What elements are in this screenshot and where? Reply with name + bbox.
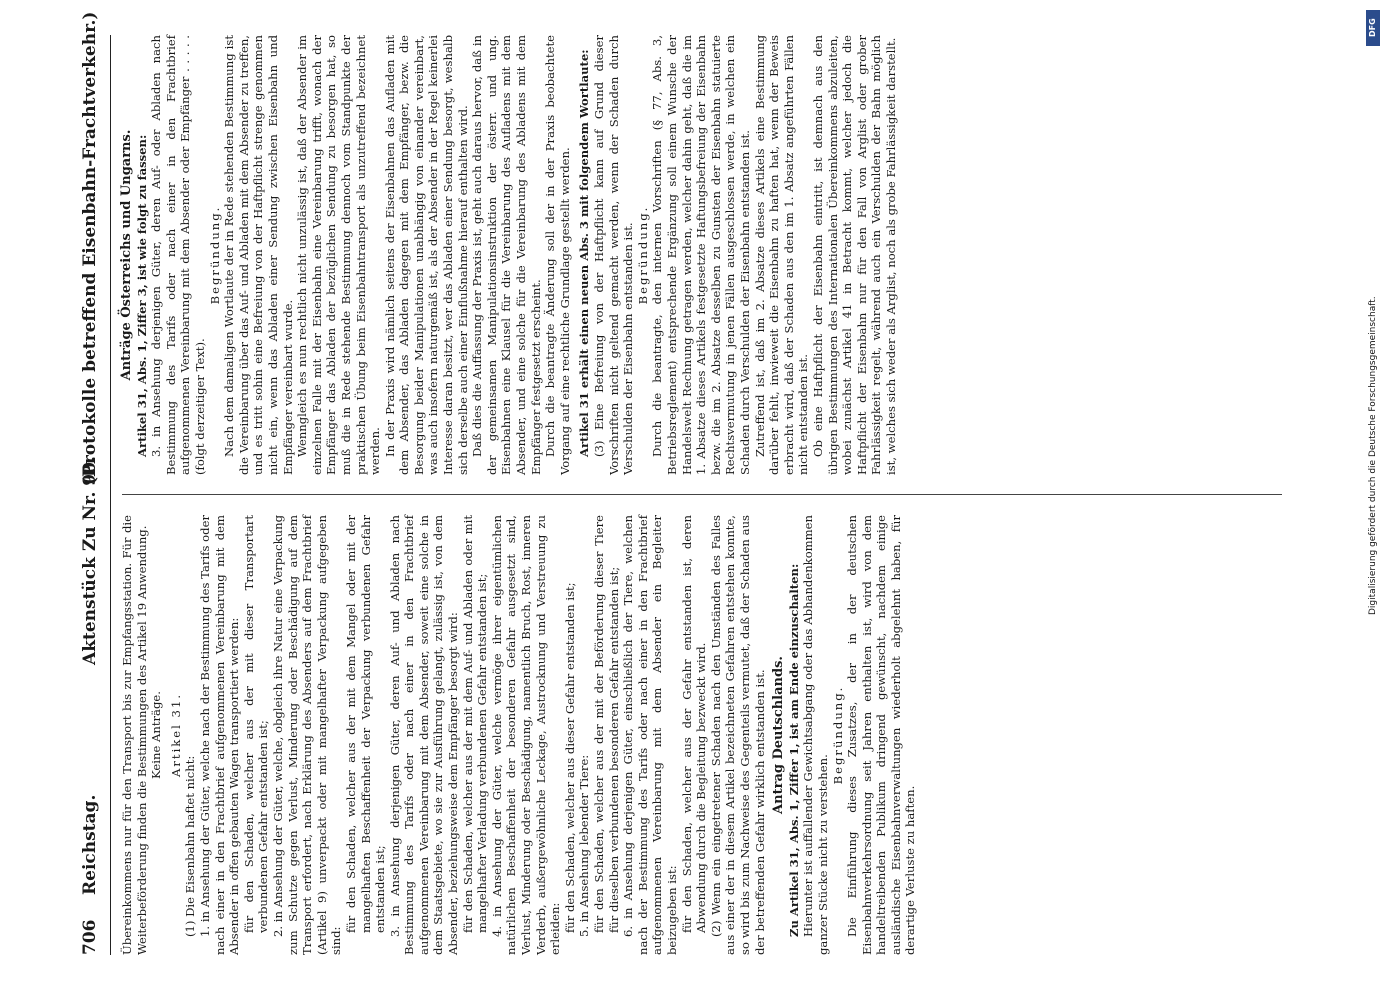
continuation-paragraph: Übereinkommens nur für den Transport bis zur Empfangsstation. Für die Weiterbeförderung finden die Bestimmungen des Artikel 19 Anwendung. (120, 515, 149, 955)
item-1: 1. in Ansehung der Güter, welche nach der Bestimmung des Tarifs oder nach einer in den Frachtbrief aufgenommenen Vereinbarung mit dem Absender in offen gebauten Wagen transportiert werden: (197, 515, 242, 955)
column-divider (122, 494, 1282, 495)
justification-heading-1: Begründung. (830, 685, 845, 785)
item-6: 6. in Ansehung derjenigen Güter, einschließlich der Tiere, welchen nach der Bestimmung des Tarifs oder nach einer in den Frachtbrief aufgenommenen Vereinbarung mit dem Absender ein Begleiter beizugeben ist: (621, 515, 679, 955)
justification-3-para-2: Zutreffend ist, daß im 2. Absatze dieses Artikels eine Bestimmung darüber fehlt, inwieweit die Eisenbahn zu haften hat, wenn der Beweis erbracht wird, daß der Schaden aus den im 1. Absatz angeführten Fällen nicht entstanden ist. (752, 35, 811, 475)
page-number: 706 (80, 919, 100, 955)
running-title: Reichstag. (80, 794, 100, 895)
item-1-consequence: für den Schaden, welcher aus der mit dieser Transportart verbundenen Gefahr entstanden ist; (241, 515, 271, 933)
paragraph-2: (2) Wenn ein eingetretener Schaden nach den Umständen des Falles aus einer der in diesem Artikel bezeichneten Gefahren entstehen konnte, so wird bis zum Nachweise des Gegenteils vermutet, daß der Schaden aus der betreffenden Gefahr wirklich entstanden ist. (708, 515, 767, 955)
item-2-consequence: für den Schaden, welcher aus der mit dem Mangel oder mit der mangelhaften Beschaffenheit der Verpackung verbundenen Gefahr entstanden ist; (343, 515, 388, 933)
document-subtitle: (Protokolle betreffend Eisenbahn-Frachtverkehr.) (80, 11, 100, 485)
justification-2-para-2: Wenngleich es nun rechtlich nicht unzulässig ist, daß der Absender im einzelnen Falle mit der Eisenbahn eine Vereinbarung trifft, wonach der Empfänger das Abladen der bezüglichen Sendung zu besorgen hat, so muß die in Rede stehende Bestimmung dennoch vom Standpunkte der praktischen Übung beim Eisenbahntransport als unzutreffend bezeichnet werden. (295, 35, 383, 475)
paragraph-1-intro: (1) Die Eisenbahn haftet nicht: (183, 755, 198, 937)
justification-2-para-4: Daß dies die Auffassung der Praxis ist, geht auch daraus hervor, daß in der gemeinsamen Manipulationsinstruktion der österr. und ung. Eisenbahnen eine Klausel für die Vereinbarung des Aufladens mit dem Absender, und eine solche für die Vereinbarung des Abladens mit dem Empfänger festgesetzt erscheint. (470, 35, 543, 475)
justification-2-para-1: Nach dem damaligen Wortlaute der in Rede stehenden Bestimmung ist die Vereinbarung über das Auf- und Abladen mit dem Absender zu treffen, und es tritt sohin eine Befreiung von der Haftpflicht strenge genommen nicht ein, wenn das Abladen einer Sendung zwischen Eisenbahn und Empfänger vereinbart wurde. (222, 35, 295, 475)
austria-hungary-lead: Artikel 31, Abs. 1, Ziffer 3, ist wie folgt zu fassen: (134, 134, 149, 457)
document-title: Aktenstück Zu Nr. 90. (80, 456, 100, 665)
right-column (120, 35, 898, 475)
germany-proposal-heading: Antrag Deutschlands. (771, 656, 787, 814)
left-column (120, 515, 918, 955)
article-31-new-paragraph-quote: (3) Eine Befreiung von der Haftpflicht kann auf Grund dieser Vorschriften nicht geltend gemacht werden, wenn der Schaden durch Verschulden der Eisenbahn entstanden ist. (592, 35, 636, 475)
item-2: 2. in Ansehung der Güter, welche, obgleich ihre Natur eine Verpackung zum Schutze gegen Verlust, Minderung oder Beschädigung auf dem Transport erfordert, nach Erklärung des Absenders auf dem Frachtbrief (Artikel 9) unverpackt oder mit mangelhafter Verpackung aufgegeben sind: (270, 515, 344, 955)
austria-hungary-proposal-heading: Anträge Österreichs und Ungarns. (119, 129, 134, 381)
item-5: 5. in Ansehung lebender Tiere: (577, 754, 592, 937)
justification-2-para-3: In der Praxis wird nämlich seitens der Eisenbahnen das Aufladen mit dem Absender, das Abladen dagegen mit dem Empfänger, bezw. die Besorgung beider Manipulationen unabhängig von einander vereinbart, was auch insofern naturgemäß ist, als der Absender in der Regel keinerlei Interesse daran besitzt, wer das Abladen einer Sendung besorgt, weshalb sich derselbe auch einer Einflußnahme hierauf enthalten wird. (382, 35, 470, 475)
justification-1-text: Die Einführung dieses Zusatzes, der in der deutschen Eisenbahnverkehrsordnung seit Jahren enthalten ist, wird von dem handeltreibenden Publikum dringend gewünscht, nachdem einige ausländische Eisenbahnverwaltungen wiederholt abgelehnt haben, für derartige Verluste zu haften. (845, 515, 918, 955)
germany-proposal-lead: Zu Artikel 31, Abs. 1, Ziffer 1, ist am Ende einzuschalten: (786, 563, 801, 937)
item-4: 4. in Ansehung der Güter, welche vermöge ihrer eigentümlichen natürlichen Beschaffenheit der besonderen Gefahr ausgesetzt sind, Verlust, Minderung oder Beschädigung, namentlich Bruch, Rost, inneren Verderb, außergewöhnliche Leckage, Austrocknung und Verstreuung zu erleiden: (489, 515, 563, 955)
justification-3-para-1: Durch die beantragte, den internen Vorschriften (§ 77, Abs. 3, Betriebsreglement) entsprechende Ergänzung soll einem Wunsche der Handelswelt Rechnung getragen werden, welcher dahin geht, daß die im 1. Absatze dieses Artikels festgesetzte Haftungsbefreiung der Eisenbahn bezw. die im 2. Absatze desselben zu Gunsten der Eisenbahn statuierte Rechtsvermutung in jenen Fällen ausgeschlossen werde, in welchen ein Schaden durch Verschulden der Eisenbahn entstanden ist. (650, 35, 752, 475)
article-31-new-paragraph-lead: Artikel 31 erhält einen neuen Abs. 3 mit folgendem Wortlaute: (577, 49, 592, 457)
justification-heading-3: Begründung. (635, 205, 650, 305)
digitization-credit: Digitalisierung gefördert durch die Deutsche Forschungsgemeinschaft. (1368, 296, 1378, 615)
item-6-consequence: für den Schaden, welcher aus der Gefahr entstanden ist, deren Abwendung durch die Begleitung bezweckt wird. (679, 515, 709, 933)
article-31-heading: Artikel 31. (168, 693, 183, 777)
justification-3-para-3: Ob eine Haftpflicht der Eisenbahn eintritt, ist demnach aus den übrigen Bestimmungen des Internationalen Übereinkommens abzuleiten, wobei zunächst Artikel 41 in Betracht kommt, welcher jedoch die Haftpflicht der Eisenbahn nur für den Fall von Arglist oder grober Fahrlässigkeit regelt, während auch ein Verschulden der Bahn möglich ist, welches sich weder als Arglist, noch als grobe Fahrlässigkeit darstellt. (810, 35, 898, 475)
rotated-page (40, 11, 1320, 975)
item-3-consequence: für den Schaden, welcher aus der mit dem Auf- und Abladen oder mit mangelhafter Verladung verbundenen Gefahr entstanden ist; (460, 515, 490, 933)
no-proposals-label: Keine Anträge. (149, 691, 164, 779)
justification-heading-2: Begründung. (207, 205, 222, 305)
austria-hungary-quote: 3. in Ansehung derjenigen Güter, deren Auf- oder Abladen nach Bestimmung des Tarifs oder nach einer in den Frachtbrief aufgenommenen Vereinbarung mit dem Absender oder Empfänger . . . . . (folgt derzeitiger Text). (149, 35, 207, 475)
page-header (70, 11, 111, 955)
justification-2-para-5: Durch die beantragte Änderung soll der in der Praxis beobachtete Vorgang auf eine rechtliche Grundlage gestellt werden. (543, 35, 572, 475)
germany-proposal-quote: Hierunter ist auffallender Gewichtsabgang oder das Abhandenkommen ganzer Stücke nicht zu verstehen. (801, 515, 830, 955)
item-3: 3. in Ansehung derjenigen Güter, deren Auf- und Abladen nach Bestimmung des Tarifs oder nach einer in den Frachtbrief aufgenommenen Vereinbarung mit dem Absender, soweit eine solche in dem Staatsgebiete, wo sie zur Ausführung gelangt, zulässig ist, von dem Absender, beziehungsweise dem Empfänger besorgt wird: (387, 515, 461, 955)
item-5-consequence: für den Schaden, welcher aus der mit der Beförderung dieser Tiere für dieselben verbundenen besonderen Gefahr entstanden ist; (592, 515, 621, 933)
item-4-consequence: für den Schaden, welcher aus dieser Gefahr entstanden ist; (562, 582, 577, 933)
dfg-logo: DFG (1366, 10, 1380, 46)
